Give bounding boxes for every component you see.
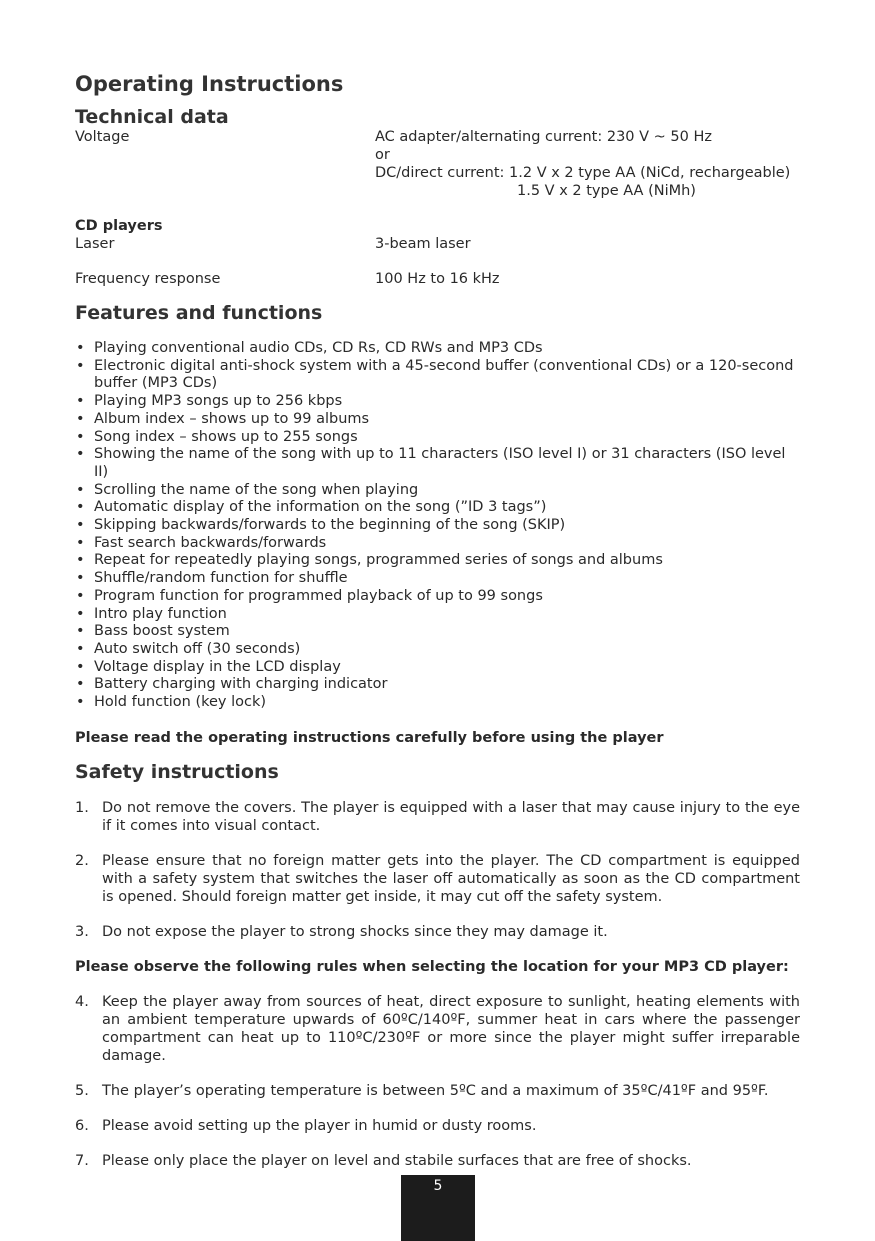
- feature-item: [75, 570, 800, 588]
- feature-item: [75, 606, 800, 624]
- bullet-icon: •: [76, 410, 85, 427]
- feature-text: Automatic display of the information on the song (”ID 3 tags”): [94, 499, 547, 516]
- spacer: [75, 164, 375, 182]
- feature-text: Voltage display in the LCD display: [94, 658, 341, 675]
- bullet-icon: •: [76, 623, 85, 640]
- feature-item: [75, 588, 800, 606]
- safety-item: [75, 1117, 800, 1135]
- feature-text: Song index – shows up to 255 songs: [94, 428, 358, 445]
- safety-item: [75, 799, 800, 835]
- safety-item: [75, 993, 800, 1065]
- bullet-icon: •: [76, 428, 85, 445]
- safety-item-text: Please avoid setting up the player in humid or dusty rooms.: [102, 1117, 537, 1134]
- safety-item: [75, 923, 800, 941]
- feature-text: Playing conventional audio CDs, CD Rs, CD RWs and MP3 CDs: [94, 340, 543, 356]
- feature-item: [75, 340, 800, 358]
- voltage-row-2: [75, 146, 800, 164]
- feature-item: [75, 429, 800, 447]
- feature-text: Program function for programmed playback of up to 99 songs: [94, 587, 543, 604]
- safety-item-text: Please ensure that no foreign matter gets into the player. The CD compartment is equipped with a safety system that switches the laser off automatically as soon as the CD compartment is opened. Should foreign matter get inside, it may cut off the safety system.: [102, 852, 800, 905]
- feature-item: [75, 482, 800, 500]
- page-content: [75, 72, 800, 1187]
- safety-item-number: 6.: [75, 1117, 89, 1134]
- read-instructions-note: Please read the operating instructions carefully before using the player: [75, 729, 664, 746]
- laser-label: Laser: [75, 236, 115, 252]
- bullet-icon: •: [76, 640, 85, 657]
- safety-item: [75, 1152, 800, 1170]
- feature-item: [75, 694, 800, 712]
- frequency-label: Frequency response: [75, 271, 221, 287]
- voltage-value-3: DC/direct current: 1.2 V x 2 type AA (NiCd, rechargeable): [375, 165, 791, 181]
- feature-item: [75, 446, 800, 481]
- bullet-icon: •: [76, 357, 85, 374]
- location-note: Please observe the following rules when selecting the location for your MP3 CD player:: [75, 958, 789, 975]
- feature-text: Scrolling the name of the song when playing: [94, 481, 419, 498]
- bullet-icon: •: [76, 446, 85, 463]
- feature-item: [75, 499, 800, 517]
- voltage-value-4: 1.5 V x 2 type AA (NiMh): [517, 183, 696, 199]
- features-list: [75, 340, 800, 712]
- feature-item: [75, 411, 800, 429]
- safety-item-text: The player’s operating temperature is between 5ºC and a maximum of 35ºC/41ºF and 95ºF.: [102, 1082, 769, 1099]
- voltage-value-2: or: [375, 147, 390, 163]
- page-title: Operating Instructions: [75, 72, 344, 96]
- safety-item-number: 3.: [75, 923, 89, 940]
- feature-text: Album index – shows up to 99 albums: [94, 410, 370, 427]
- frequency-row: [75, 270, 800, 288]
- feature-text: Shuffle/random function for shuffle: [94, 570, 348, 587]
- feature-text: Fast search backwards/forwards: [94, 534, 327, 551]
- safety-item-number: 7.: [75, 1152, 89, 1169]
- safety-item-number: 5.: [75, 1082, 89, 1099]
- bullet-icon: •: [76, 340, 85, 356]
- technical-data-heading: Technical data: [75, 106, 229, 128]
- bullet-icon: •: [76, 605, 85, 622]
- safety-list-b: [75, 993, 800, 1170]
- feature-item: [75, 552, 800, 570]
- page-number: 5: [401, 1175, 475, 1241]
- feature-item: [75, 641, 800, 659]
- laser-value: 3-beam laser: [375, 236, 471, 252]
- feature-text: Hold function (key lock): [94, 694, 267, 711]
- safety-item-text: Do not remove the covers. The player is equipped with a laser that may cause injury to the eye if it comes into visual contact.: [102, 799, 800, 834]
- feature-text: Intro play function: [94, 605, 227, 622]
- voltage-row: [75, 128, 800, 146]
- feature-text: Skipping backwards/forwards to the beginning of the song (SKIP): [94, 517, 566, 534]
- feature-text: Battery charging with charging indicator: [94, 676, 388, 693]
- bullet-icon: •: [76, 499, 85, 516]
- safety-item-number: 1.: [75, 799, 89, 816]
- safety-item-text: Do not expose the player to strong shocks since they may damage it.: [102, 923, 608, 940]
- voltage-row-3: [75, 164, 800, 182]
- bullet-icon: •: [76, 570, 85, 587]
- voltage-value-1: AC adapter/alternating current: 230 V ~ 50 Hz: [375, 129, 712, 145]
- feature-text: Playing MP3 songs up to 256 kbps: [94, 393, 343, 410]
- feature-text: Repeat for repeatedly playing songs, programmed series of songs and albums: [94, 552, 663, 569]
- laser-row: [75, 235, 800, 253]
- feature-text: Showing the name of the song with up to 11 characters (ISO level I) or 31 characters (ISO level II): [94, 446, 786, 480]
- safety-item-text: Keep the player away from sources of heat, direct exposure to sunlight, heating elements with an ambient temperature upwards of 60ºC/140ºF, summer heat in cars where the passenger compartment can heat up to 110ºC/230ºF or more since the player might suffer irreparable damage.: [102, 993, 800, 1064]
- feature-text: Auto switch off (30 seconds): [94, 640, 301, 657]
- safety-item-text: Please only place the player on level and stabile surfaces that are free of shocks.: [102, 1152, 692, 1169]
- features-heading: Features and functions: [75, 302, 323, 324]
- safety-item-number: 4.: [75, 993, 89, 1010]
- feature-item: [75, 358, 800, 393]
- feature-text: Bass boost system: [94, 623, 230, 640]
- feature-item: [75, 393, 800, 411]
- spacer: [75, 200, 800, 217]
- voltage-row-4: [75, 182, 800, 200]
- safety-item: [75, 1082, 800, 1100]
- frequency-value: 100 Hz to 16 kHz: [375, 271, 500, 287]
- spacer: [75, 182, 375, 200]
- voltage-label: Voltage: [75, 129, 130, 145]
- spacer: [75, 146, 375, 164]
- bullet-icon: •: [76, 552, 85, 569]
- bullet-icon: •: [76, 534, 85, 551]
- feature-item: [75, 535, 800, 553]
- safety-item: [75, 852, 800, 906]
- bullet-icon: •: [76, 393, 85, 410]
- safety-list-a: [75, 799, 800, 941]
- feature-item: [75, 623, 800, 641]
- feature-item: [75, 659, 800, 677]
- feature-item: [75, 517, 800, 535]
- feature-text: Electronic digital anti-shock system with a 45-second buffer (conventional CDs) or a 120-second buffer (MP3 CDs): [94, 357, 794, 392]
- bullet-icon: •: [76, 658, 85, 675]
- safety-heading: Safety instructions: [75, 760, 279, 783]
- bullet-icon: •: [76, 676, 85, 693]
- cd-players-heading: CD players: [75, 218, 163, 234]
- safety-item-number: 2.: [75, 852, 89, 869]
- spacer: [75, 253, 800, 270]
- feature-item: [75, 676, 800, 694]
- bullet-icon: •: [76, 587, 85, 604]
- bullet-icon: •: [76, 517, 85, 534]
- bullet-icon: •: [76, 481, 85, 498]
- bullet-icon: •: [76, 694, 85, 711]
